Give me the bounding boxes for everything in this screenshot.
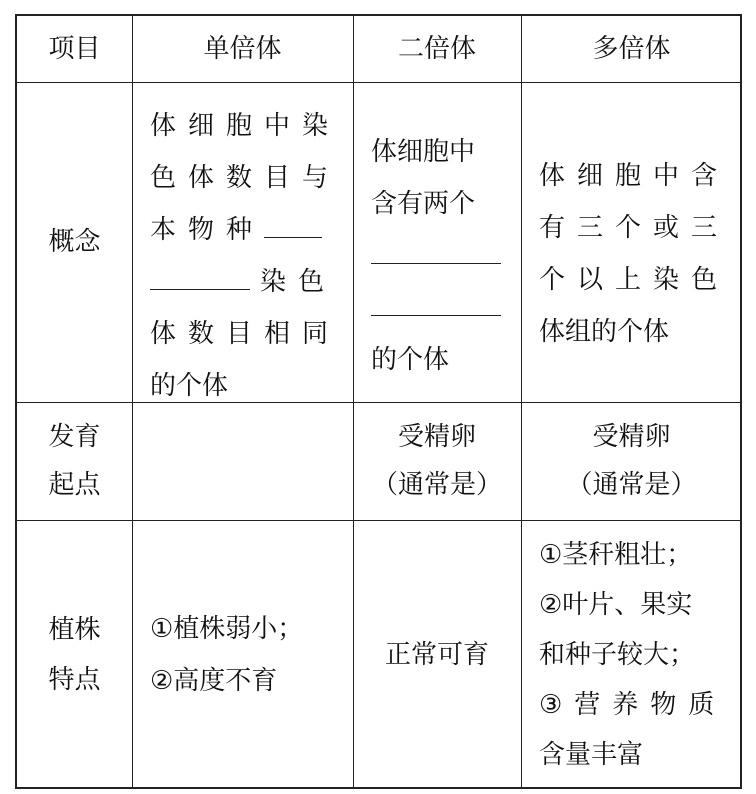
fill-blank[interactable] [264,207,322,238]
haploid-traits-cell [150,520,350,789]
diploid-concept-line [371,230,501,282]
haploid-origin-cell[interactable] [132,402,353,520]
polyploid-origin-cell [521,402,742,520]
row-concept-label [17,82,132,402]
polyploid-concept-cell [539,150,739,390]
polyploid-origin-line: 受精卵 [592,422,671,452]
traits-label-line: 特点 [48,664,101,695]
diploid-traits-value: 正常可育 [384,639,489,670]
header-diploid-label: 二倍体 [397,34,476,64]
diploid-concept-line [371,282,501,334]
diploid-concept-cell [371,126,521,396]
haploid-concept-line: 色体数目与 [150,163,341,193]
traits-label-line: 植株 [48,614,101,645]
diploid-concept-line: 的个体 [371,345,450,375]
polyploid-traits-line: 含量丰富 [539,739,644,770]
comparison-table [15,14,742,789]
fill-blank[interactable] [150,259,250,290]
header-diploid [353,16,521,82]
polyploid-traits-line: ①茎秆粗壮； [539,539,693,570]
origin-label-line: 起点 [48,470,101,500]
haploid-concept-line: 染色 [150,256,340,308]
header-haploid [132,16,353,82]
haploid-concept-cell [150,100,350,400]
polyploid-traits-cell [539,520,739,789]
polyploid-concept-line: 体组的个体 [539,317,670,347]
polyploid-origin-line: （通常是） [566,470,697,500]
diploid-concept-line: 体细胞中 [371,137,476,167]
haploid-concept-line: 本物种 [150,204,340,256]
polyploid-concept-line: 有三个或三 [539,213,730,243]
row-traits-label [17,520,132,789]
polyploid-concept-line: 体细胞中含 [539,161,730,191]
origin-label-line: 发育 [48,422,101,452]
diploid-origin-line: （通常是） [371,470,502,500]
diploid-origin-cell [353,402,521,520]
header-haploid-label: 单倍体 [203,34,282,64]
fill-blank[interactable] [371,233,501,264]
haploid-concept-line: 的个体 [150,371,229,401]
haploid-concept-line: 体细胞中染 [150,111,341,141]
header-item-label: 项目 [48,34,101,64]
haploid-concept-line: 体数目相同 [150,319,341,349]
diploid-origin-line: 受精卵 [397,422,476,452]
haploid-traits-line: ①植株弱小； [150,613,304,644]
row-origin-label [17,402,132,520]
polyploid-concept-line: 个以上染色 [539,265,730,295]
haploid-traits-line: ②高度不育 [150,665,278,696]
polyploid-traits-line: ②叶片、果实 [539,589,693,620]
header-item [17,16,132,82]
header-polyploid-label: 多倍体 [592,34,671,64]
polyploid-traits-line: ③营养物质 [539,689,727,720]
diploid-concept-line: 含有两个 [371,189,476,219]
diploid-traits-cell [353,520,521,789]
header-polyploid [521,16,742,82]
fill-blank[interactable] [371,285,501,316]
polyploid-traits-line: 和种子较大； [539,639,696,670]
concept-label: 概念 [48,227,101,257]
